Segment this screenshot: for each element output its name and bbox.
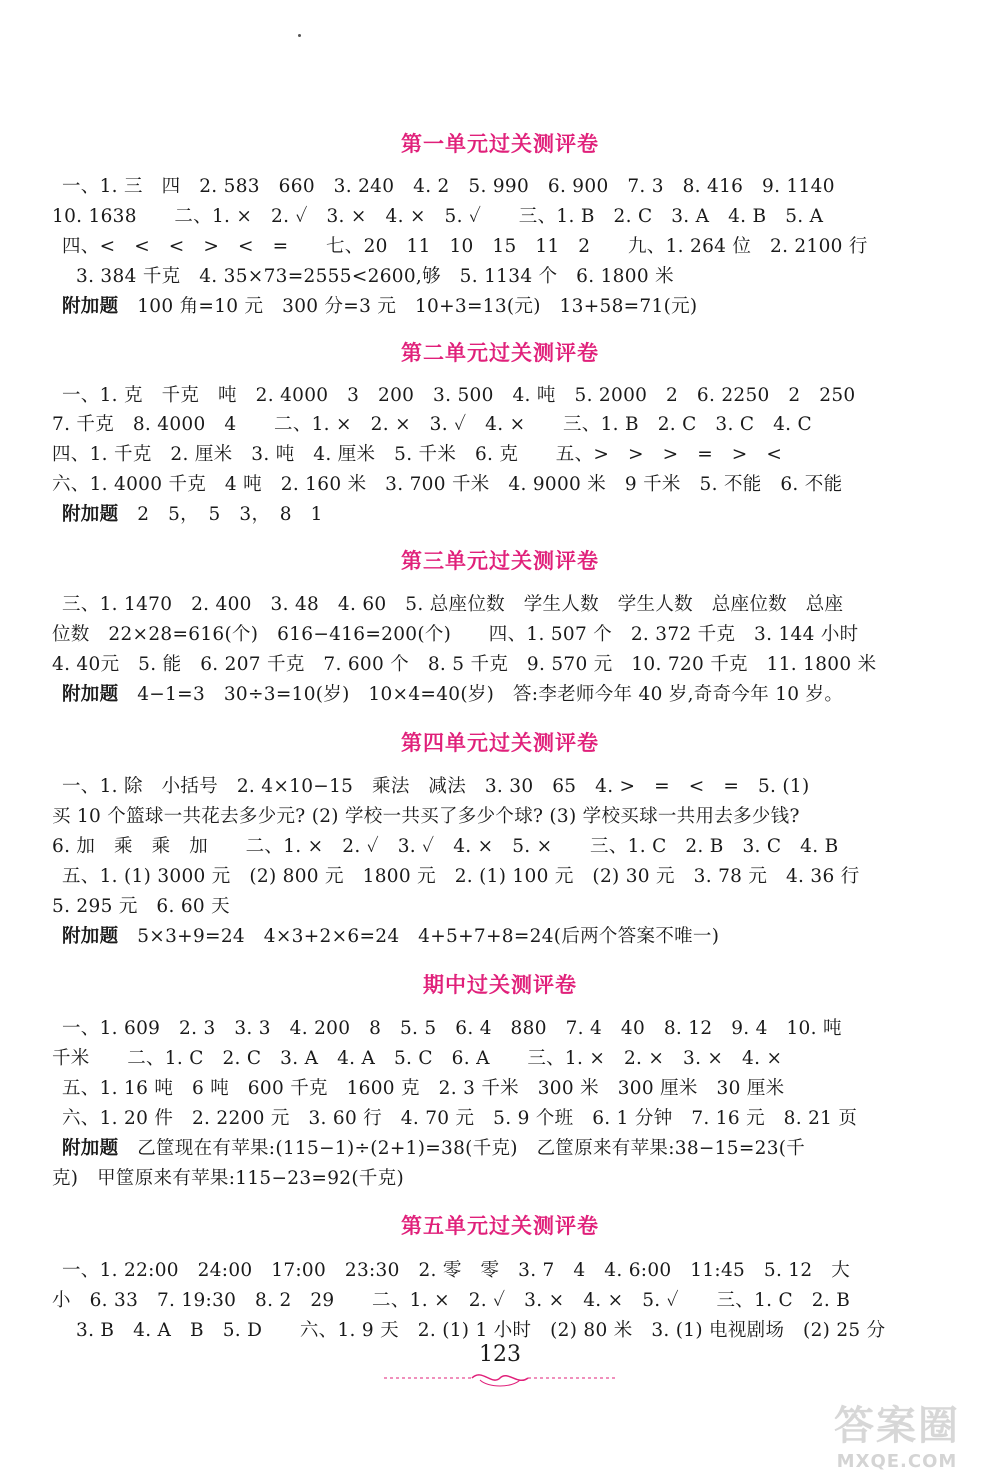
answer-line: 买 10 个篮球一共花去多少元? (2) 学校一共买了多少个球? (3) 学校买球一共用去多少钱?	[52, 806, 800, 827]
answer-line: 一、1. 除 小括号 2. 4×10−15 乘法 减法 3. 30 65 4. > = < = 5. (1)	[62, 776, 810, 797]
answer-line: 五、1. 16 吨 6 吨 600 千克 1600 克 2. 3 千米 300 米 300 厘米 30 厘米	[62, 1078, 785, 1099]
answer-line: 10. 1638 二、1. × 2. ✓ 3. × 4. × 5. ✓ 三、1. B 2. C 3. A 4. B 5. A	[52, 206, 824, 227]
watermark-logo	[812, 1394, 982, 1474]
section-title-unit-4: 第四单元过关测评卷	[401, 731, 599, 755]
extra-question-label: 附加题	[62, 296, 119, 317]
answer-line: 一、1. 609 2. 3 3. 3 4. 200 8 5. 5 6. 4 880 7. 4 40 8. 12 9. 4 10. 吨	[62, 1018, 842, 1039]
section-title-midterm: 期中过关测评卷	[423, 973, 577, 997]
answer-line: 六、1. 20 件 2. 2200 元 3. 60 行 4. 70 元 5. 9 个班 6. 1 分钟 7. 16 元 8. 21 页	[62, 1108, 858, 1129]
extra-question-line: 附加题 4−1=3 30÷3=10(岁) 10×4=40(岁) 答:李老师今年 40 岁,奇奇今年 10 岁。	[62, 684, 844, 705]
answer-line: 一、1. 克 千克 吨 2. 4000 3 200 3. 500 4. 吨 5. 2000 2 6. 2250 2 250	[62, 385, 856, 406]
page-number: 123	[479, 1342, 521, 1367]
answer-line: 千米 二、1. C 2. C 3. A 4. A 5. C 6. A 三、1. × 2. × 3. × 4. ×	[52, 1048, 783, 1069]
extra-question-line: 附加题 5×3+9=24 4×3+2×6=24 4+5+7+8=24(后两个答案不唯一)	[62, 926, 720, 947]
answer-line: 三、1. 1470 2. 400 3. 48 4. 60 5. 总座位数 学生人数 学生人数 总座位数 总座	[62, 594, 844, 615]
extra-question-line: 附加题 100 角=10 元 300 分=3 元 10+3=13(元) 13+58=71(元)	[62, 296, 698, 317]
answer-line: 一、1. 三 四 2. 583 660 3. 240 4. 2 5. 990 6. 900 7. 3 8. 416 9. 1140	[62, 176, 835, 197]
extra-question-line: 克) 甲筐原来有苹果:115−23=92(千克)	[52, 1168, 404, 1189]
extra-question-line: 附加题 乙筐现在有苹果:(115−1)÷(2+1)=38(千克) 乙筐原来有苹果:38−15=23(千	[62, 1138, 806, 1159]
answer-line: 五、1. (1) 3000 元 (2) 800 元 1800 元 2. (1) 100 元 (2) 30 元 3. 78 元 4. 36 行	[62, 866, 860, 887]
section-title-unit-5: 第五单元过关测评卷	[401, 1214, 599, 1238]
answer-line: 3. 384 千克 4. 35×73=2555<2600,够 5. 1134 个 6. 1800 米	[76, 266, 674, 287]
answer-line: 小 6. 33 7. 19:30 8. 2 29 二、1. × 2. ✓ 3. × 4. × 5. ✓ 三、1. C 2. B	[52, 1290, 851, 1311]
extra-question-label: 附加题	[62, 1138, 119, 1159]
answer-line: 一、1. 22:00 24:00 17:00 23:30 2. 零 零 3. 7 4 4. 6:00 11:45 5. 12 大	[62, 1260, 851, 1281]
answer-line: 7. 千克 8. 4000 4 二、1. × 2. × 3. ✓ 4. × 三、1. B 2. C 3. C 4. C	[52, 414, 812, 435]
ink-dot	[298, 34, 301, 37]
extra-question-label: 附加题	[62, 684, 119, 705]
answer-line: 六、1. 4000 千克 4 吨 2. 160 米 3. 700 千米 4. 9000 米 9 千米 5. 不能 6. 不能	[52, 474, 843, 495]
answer-line: 6. 加 乘 乘 加 二、1. × 2. ✓ 3. ✓ 4. × 5. × 三、1. C 2. B 3. C 4. B	[52, 836, 839, 857]
watermark-cn: 答案圈	[834, 1403, 960, 1449]
answer-line: 3. B 4. A B 5. D 六、1. 9 天 2. (1) 1 小时 (2) 80 米 3. (1) 电视剧场 (2) 25 分	[76, 1320, 886, 1341]
answer-line: 四、< < < > < = 七、20 11 10 15 11 2 九、1. 264 位 2. 2100 行	[62, 236, 868, 257]
section-title-unit-1: 第一单元过关测评卷	[401, 132, 599, 156]
extra-question-label: 附加题	[62, 926, 119, 947]
answer-line: 位数 22×28=616(个) 616−416=200(个) 四、1. 507 个 2. 372 千克 3. 144 小时	[52, 624, 859, 645]
section-title-unit-3: 第三单元过关测评卷	[401, 549, 599, 573]
answer-line: 5. 295 元 6. 60 天	[52, 896, 230, 917]
footer-ornament	[384, 1366, 616, 1390]
watermark-en: MXQE.COM	[836, 1451, 958, 1472]
extra-question-label: 附加题	[62, 504, 119, 525]
page-footer	[0, 1342, 1000, 1367]
answer-line: 四、1. 千克 2. 厘米 3. 吨 4. 厘米 5. 千米 6. 克 五、> > > = > <	[52, 444, 783, 465]
section-title-unit-2: 第二单元过关测评卷	[401, 341, 599, 365]
extra-question-line: 附加题 2 5， 5 3， 8 1	[62, 504, 323, 525]
answer-line: 4. 40元 5. 能 6. 207 千克 7. 600 个 8. 5 千克 9. 570 元 10. 720 千克 11. 1800 米	[52, 654, 877, 675]
